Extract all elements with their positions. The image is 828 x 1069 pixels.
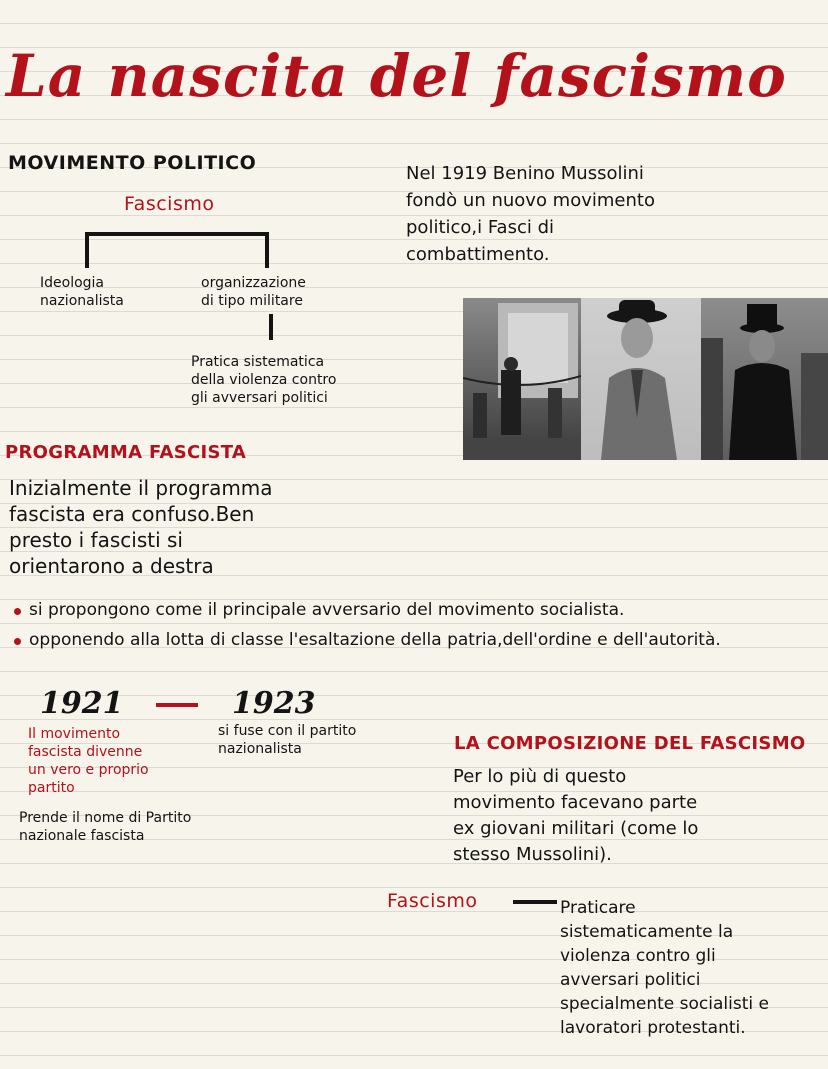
final-dash: [513, 900, 557, 904]
bullet-text: si propongono come il principale avversario del movimento socialista.: [29, 600, 625, 620]
bullet-list: [14, 600, 721, 650]
tree-left-stem: [85, 232, 89, 268]
portrait-photo: [581, 298, 701, 460]
note-1921-name: Prende il nome di Partito nazionale fascista: [19, 810, 192, 844]
violenza-label: Pratica sistematica della violenza contro gli avversari politici: [191, 354, 337, 406]
note-1921: Il movimento fascista divenne un vero e proprio partito: [28, 726, 149, 796]
composizione-heading: LA COMPOSIZIONE DEL FASCISMO: [454, 733, 806, 754]
ideologia-label: Ideologia nazionalista: [40, 275, 124, 309]
bullet-item: [14, 600, 721, 620]
tree-bar: [85, 232, 269, 236]
page-title: La nascita del fascismo: [6, 42, 787, 110]
bullet-item: [14, 630, 721, 650]
movimento-heading: MOVIMENTO POLITICO: [8, 152, 257, 174]
tree-down-stem: [269, 314, 273, 340]
bullet-dot: [14, 608, 21, 615]
programma-text: Inizialmente il programma fascista era confuso.Ben presto i fascisti si orientarono a destra: [9, 476, 273, 578]
fascismo-final-label: Fascismo: [387, 890, 478, 912]
bullet-text: opponendo alla lotta di classe l'esaltazione della patria,dell'ordine e dell'autorità.: [29, 630, 721, 650]
hat-photo: [701, 298, 828, 460]
intro-text: Nel 1919 Benino Mussolini fondò un nuovo movimento politico,i Fasci di combattimento.: [406, 163, 655, 265]
note-1923: si fuse con il partito nazionalista: [218, 723, 357, 757]
year-1921: 1921: [40, 686, 124, 721]
organizzazione-label: organizzazione di tipo militare: [201, 275, 306, 309]
timeline-dash: [156, 703, 198, 707]
year-1923: 1923: [232, 686, 316, 721]
tree-right-stem: [265, 232, 269, 268]
bullet-dot: [14, 638, 21, 645]
mussolini-photos: [463, 298, 828, 460]
fascismo-label: Fascismo: [124, 193, 215, 215]
composizione-text: Per lo più di questo movimento facevano parte ex giovani militari (come lo stesso Mussolini).: [453, 766, 699, 865]
final-text: Praticare sistematicamente la violenza contro gli avversari politici specialmente socialisti e lavoratori protestanti.: [560, 898, 769, 1038]
programma-heading: PROGRAMMA FASCISTA: [5, 442, 247, 463]
rally-photo: [463, 298, 581, 460]
